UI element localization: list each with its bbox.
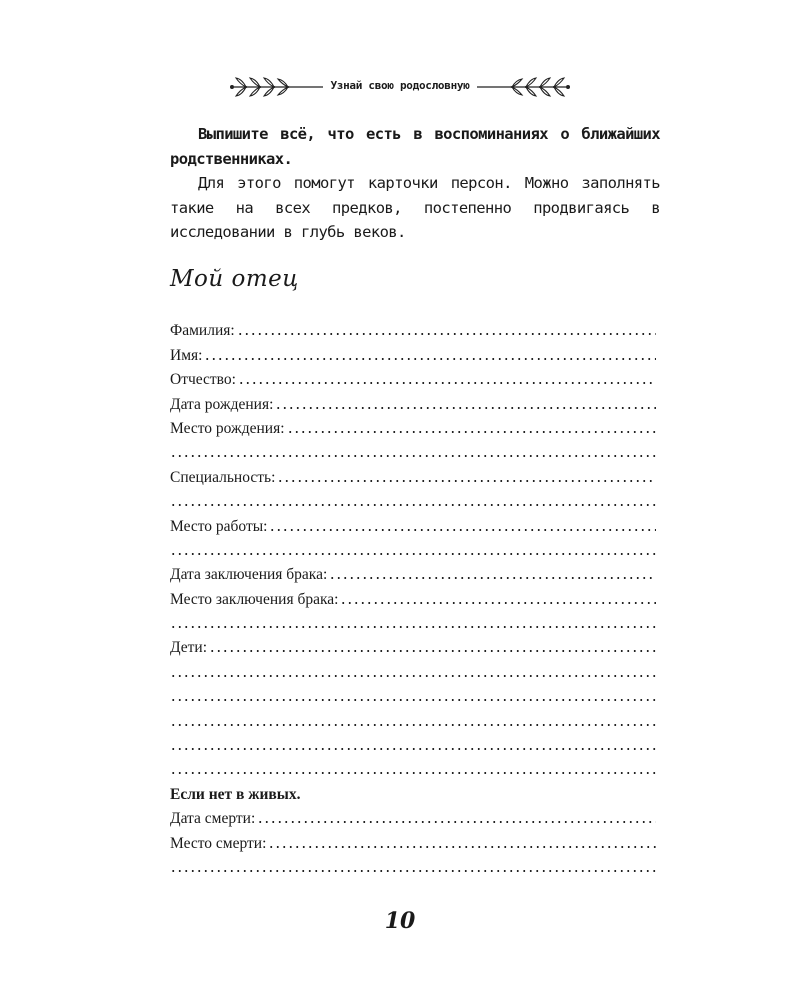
surname-field[interactable] (237, 332, 656, 336)
form-row-surname (170, 316, 656, 340)
birth-place-label: Место рождения: (170, 419, 285, 437)
form-row-children-cont-1 (170, 657, 656, 681)
name-field[interactable] (204, 357, 656, 361)
form-row-profession-cont (170, 487, 656, 511)
children-label: Дети: (170, 639, 208, 657)
workplace-label: Место работы: (170, 517, 268, 535)
deceased-heading: Если нет в живых. (170, 785, 301, 803)
children-field-continued[interactable] (170, 723, 656, 727)
patronymic-label: Отчество: (170, 371, 236, 389)
form-row-profession (170, 462, 656, 486)
form-row-marriage-place (170, 584, 656, 608)
form-row-children (170, 633, 656, 657)
running-header (228, 72, 572, 102)
leaf-branch-right-icon (477, 74, 572, 100)
surname-label: Фамилия: (170, 322, 235, 340)
children-field[interactable] (209, 649, 656, 653)
children-field-continued[interactable] (170, 771, 656, 775)
section-title: Мой отец (170, 266, 299, 292)
intro-body: Для этого помогут карточки персон. Можно заполнять такие на всех предков, постепенно продвигаясь в исследовании в глубь веков. (170, 174, 660, 241)
form-row-birth-place (170, 414, 656, 438)
profession-field[interactable] (277, 479, 656, 483)
form-row-death-date (170, 804, 656, 828)
form-row-children-cont-2 (170, 682, 656, 706)
birth-place-field-continued[interactable] (170, 454, 656, 458)
form-row-name (170, 340, 656, 364)
header-title: Узнай свою родословную (330, 79, 470, 92)
form-row-death-place (170, 828, 656, 852)
form-row-birth-place-cont (170, 438, 656, 462)
form-row-deceased-heading (170, 779, 656, 803)
marriage-place-field-continued[interactable] (170, 625, 656, 629)
form-row-workplace-cont (170, 536, 656, 560)
form-row-children-cont-3 (170, 706, 656, 730)
children-field-continued[interactable] (170, 674, 656, 678)
marriage-date-label: Дата заключения брака: (170, 566, 328, 584)
marriage-date-field[interactable] (329, 576, 656, 580)
form-row-birth-date (170, 389, 656, 413)
form-row-patronymic (170, 365, 656, 389)
birth-date-label: Дата рождения: (170, 395, 274, 413)
intro-lead: Выпишите всё, что есть в воспоминаниях о ближайших родственниках. (170, 125, 660, 168)
form-row-marriage-date (170, 560, 656, 584)
form-row-marriage-place-cont (170, 609, 656, 633)
form-row-death-place-cont (170, 853, 656, 877)
form-row-children-cont-5 (170, 755, 656, 779)
marriage-place-label: Место заключения брака: (170, 590, 339, 608)
children-field-continued[interactable] (170, 698, 656, 702)
children-field-continued[interactable] (170, 747, 656, 751)
birth-date-field[interactable] (275, 406, 656, 410)
intro-text (170, 122, 660, 245)
death-date-label: Дата смерти: (170, 810, 256, 828)
death-place-label: Место смерти: (170, 834, 267, 852)
person-card-form (170, 316, 656, 877)
form-row-children-cont-4 (170, 731, 656, 755)
profession-label: Специальность: (170, 468, 276, 486)
death-date-field[interactable] (257, 820, 656, 824)
patronymic-field[interactable] (238, 381, 656, 385)
death-place-field-continued[interactable] (170, 869, 656, 873)
death-place-field[interactable] (268, 845, 656, 849)
form-row-workplace (170, 511, 656, 535)
workplace-field[interactable] (269, 528, 656, 532)
birth-place-field[interactable] (287, 430, 656, 434)
page-number: 10 (384, 908, 416, 934)
workplace-field-continued[interactable] (170, 552, 656, 556)
profession-field-continued[interactable] (170, 503, 656, 507)
leaf-branch-left-icon (228, 74, 323, 100)
marriage-place-field[interactable] (340, 601, 656, 605)
name-label: Имя: (170, 346, 203, 364)
